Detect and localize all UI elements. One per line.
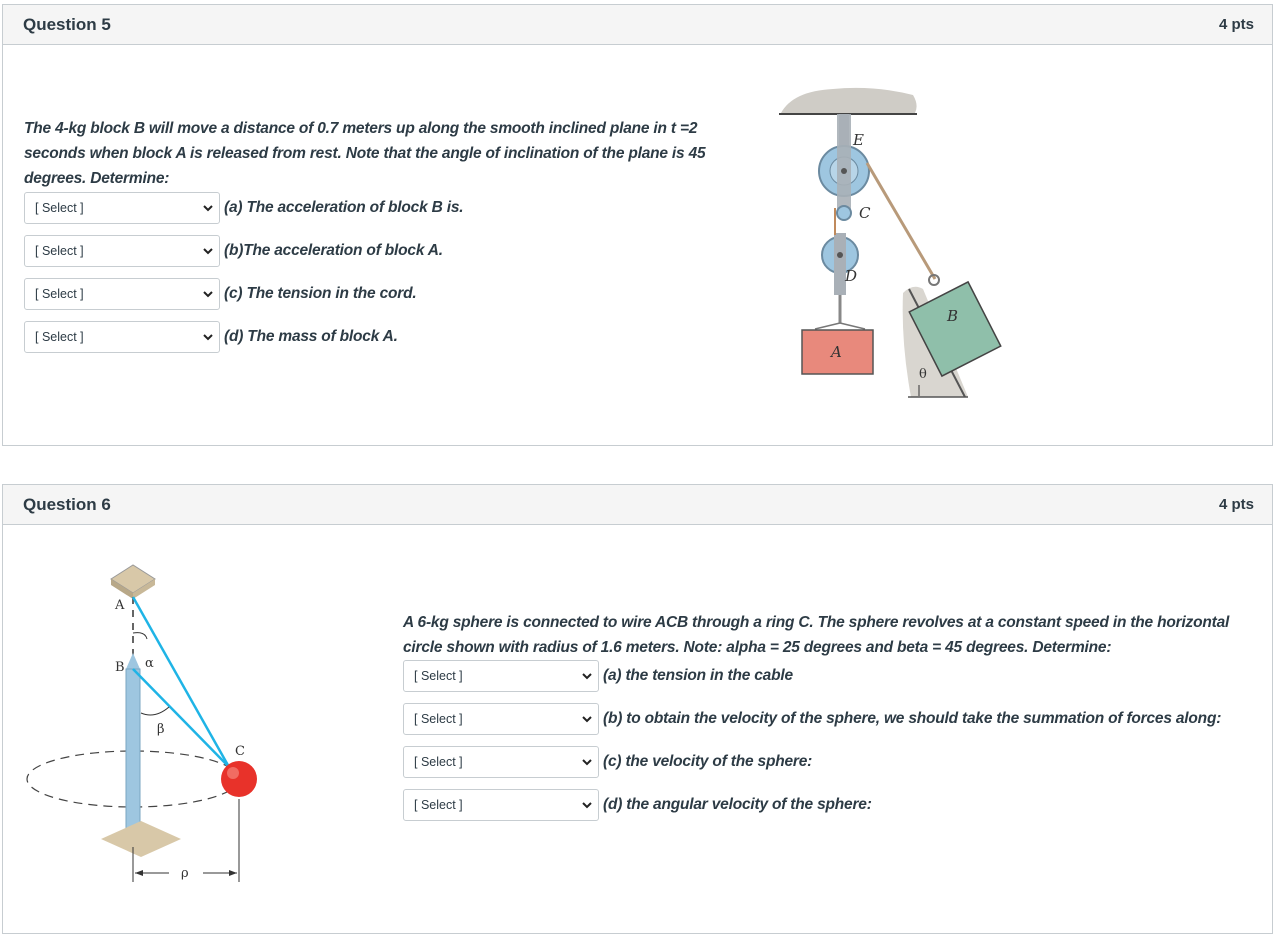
answer-label: (c) The tension in the cord. [224,285,417,302]
chevron-down-icon [582,800,592,810]
ring-c [837,206,851,220]
label-a: A [831,343,842,361]
answer-select[interactable]: [ Select ] [403,746,599,778]
chevron-down-icon [582,714,592,724]
answer-select[interactable]: [ Select ] [24,235,220,267]
sphere [221,761,257,797]
question-6 [2,484,1273,934]
chevron-down-icon [582,671,592,681]
answer-label: (d) The mass of block A. [224,328,398,345]
pole-base [101,821,181,857]
question-text: The 4-kg block B will move a distance of 0.7 meters up along the smooth inclined plane in t =2 seconds when block A is released from rest. Note that the angle of inclination of the plane is 45 degrees. Determine: [24,120,706,187]
answer-label: (a) The acceleration of block B is. [224,199,464,216]
question-title: Question 5 [23,14,111,34]
label-c: C [235,744,245,759]
label-theta: θ [919,367,927,382]
answer-label: (b)The acceleration of block A. [224,242,443,259]
answer-label: (b) to obtain the velocity of the sphere, we should take the summation of forces along: [603,710,1222,727]
answer-row-b [403,703,1221,735]
label-rho: ρ [181,866,189,881]
answer-select[interactable]: [ Select ] [403,660,599,692]
chevron-down-icon [203,246,213,256]
answer-select[interactable]: [ Select ] [24,321,220,353]
answer-select[interactable]: [ Select ] [403,789,599,821]
label-b: B [947,307,959,325]
answer-row-d [403,789,872,821]
answer-select[interactable]: [ Select ] [24,278,220,310]
question-header [3,5,1272,45]
pole [126,669,140,839]
chevron-down-icon [582,757,592,767]
chevron-down-icon [203,203,213,213]
answer-label: (a) the tension in the cable [603,667,793,684]
label-alpha: α [145,656,154,671]
label-a: A [115,598,125,613]
answer-label: (c) the velocity of the sphere: [603,753,813,770]
question-points: 4 pts [1218,16,1254,33]
answer-label: (d) the angular velocity of the sphere: [603,796,872,813]
label-c: C [859,204,871,222]
question-text: A 6-kg sphere is connected to wire ACB through a ring C. The sphere revolves at a constant speed in the horizontal circle shown with radius of 1.6 meters. Note: alpha = 25 degrees and beta = 45 degrees. Determine: [403,614,1230,656]
chevron-down-icon [203,289,213,299]
answer-row-c [24,278,416,310]
answer-row-c [403,746,812,778]
answer-select[interactable]: [ Select ] [24,192,220,224]
answer-row-b [24,235,443,267]
label-e: E [853,131,864,149]
label-beta: β [157,722,165,737]
answer-select[interactable]: [ Select ] [403,703,599,735]
answer-row-d [24,321,398,353]
question-5 [2,4,1273,446]
label-b: B [115,660,125,675]
label-d: D [845,267,858,285]
ceiling-support [781,88,917,113]
answer-row-a [24,192,463,224]
cord-to-b [867,163,935,279]
question-title: Question 6 [23,494,111,514]
question-header [3,485,1272,525]
sphere-figure [23,557,273,887]
question-points: 4 pts [1218,496,1254,513]
pulley-figure [773,83,1023,401]
answer-row-a [403,660,793,692]
chevron-down-icon [203,332,213,342]
